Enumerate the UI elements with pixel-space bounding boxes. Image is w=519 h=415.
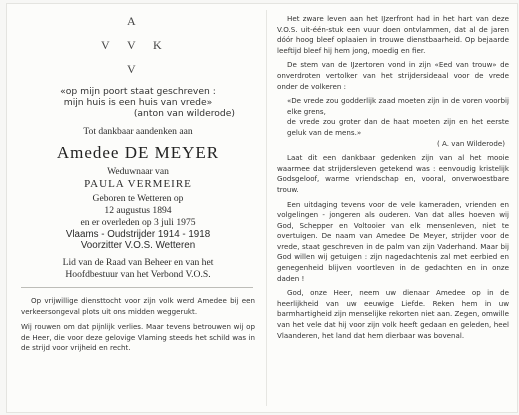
left-panel: [21, 14, 255, 408]
quote-line-2: mijn huis is een huis van vrede»: [63, 97, 213, 108]
left-paragraph-1: Op vrijwillige diensttocht voor zijn volk werd Amedee bij een verkeersongeval plots uit ons midden weggerukt.: [21, 296, 255, 316]
memorial-card: [6, 3, 518, 413]
left-paragraph-2: Wij rouwen om dat pijnlijk verlies. Maar tevens betrouwen wij op de Heer, die voor deze gelovige Vlaming steeds het schild was in de strijd voor vrijheid en recht.: [21, 322, 255, 353]
verse-quote: [277, 96, 509, 138]
verse-line-2: de vrede zou groter dan de haat moeten zijn en het eerste geluk van de mens.»: [287, 117, 509, 137]
cross-letter-bottom: V: [127, 62, 137, 76]
right-paragraph-5: God, onze Heer, neem uw dienaar Amedee op in de heerlijkheid van uw eeuwige Liefde. Reken hem in uw barmhartigheid zijn menselijke rekorten niet aan. Zegen, omwille van het vele dat hij voor zijn volk heeft gedaan en geleden, heel Vlaanderen, het land dat hem dierbaar was bovenal.: [277, 288, 509, 340]
verse-signature: ( A. van Wilderode): [437, 138, 505, 148]
death-line: en er overleden op 3 juli 1975: [80, 217, 196, 228]
right-body-text: [277, 14, 509, 341]
board-line-1: Lid van de Raad van Beheer en van het: [62, 257, 214, 268]
cross-letter-left: V: [101, 38, 111, 52]
right-paragraph-4: Een uitdaging tevens voor de vele kameraden, vrienden en volgelingen - jongeren als ouderen. Van dat alles hoeven wij God, Schepper en Voltooier van elk mensenleven, niet te overtuigen. De naam van Amedee De Meyer, strijder voor de vrede, staat geschreven in de palm van zijn Vaderhand. Maar bij God willen wij getuigen : zijn nagedachtenis zal met eerbied en genegenheid blijven voortleven in de gedachten en in onze daden !: [277, 199, 509, 283]
opening-quote: [21, 86, 255, 119]
quote-line-1: «op mijn poort staat geschreven :: [60, 86, 216, 97]
right-paragraph-2: De stem van de IJzertoren vond in zijn «Eed van trouw» de onverdroten vertolker van het strijdersideaal voor de vrede onder de volkeren :: [277, 60, 509, 91]
deceased-name: Amedee DE MEYER: [56, 143, 220, 162]
board-line-2: Hoofdbestuur van het Verbond V.O.S.: [65, 269, 211, 280]
cross-letter-right: K: [153, 38, 163, 52]
dedication-intro: Tot dankbaar aandenken aan: [83, 126, 193, 137]
avvkv-cross: [21, 14, 255, 80]
chair-line: Voorzitter V.O.S. Wetteren: [80, 240, 196, 251]
veteran-line: Vlaams - Oudstrijder 1914 - 1918: [65, 229, 211, 240]
cross-letter-mid: V: [127, 38, 137, 52]
separator-rule: [21, 287, 253, 288]
widow-label: Weduwnaar van: [107, 166, 169, 177]
birth-line: Geboren te Wetteren op: [92, 193, 184, 204]
right-panel: [277, 14, 509, 408]
card-fold-line: [266, 10, 267, 406]
birth-date: 12 augustus 1894: [104, 205, 172, 216]
right-paragraph-1: Het zware leven aan het IJzerfront had in het hart van deze V.O.S. uit-één-stuk een vuur doen ontvlammen, dat al de jaren dóór hoog bleef oplaaien in trouwe dienstbaarheid. Op bejaarde leeftijd bleef hij hem jong, moedig en fier.: [277, 14, 509, 55]
cross-letter-top: A: [127, 14, 137, 28]
spouse-name: PAULA VERMEIRE: [84, 178, 192, 190]
quote-attribution: (anton van wilderode): [133, 108, 235, 119]
right-paragraph-3: Laat dit een dankbaar gedenken zijn van al het mooie waarmee dat strijdersleven getekend was : eenvoudig kristelijk Godsgeloof, warme vriendschap en, vooral, onverwoestbare trouw.: [277, 153, 509, 194]
left-body-text: [21, 296, 255, 354]
verse-line-1: «De vrede zou godderlijk zaad moeten zijn in de voren voorbij elke grens,: [287, 96, 509, 116]
